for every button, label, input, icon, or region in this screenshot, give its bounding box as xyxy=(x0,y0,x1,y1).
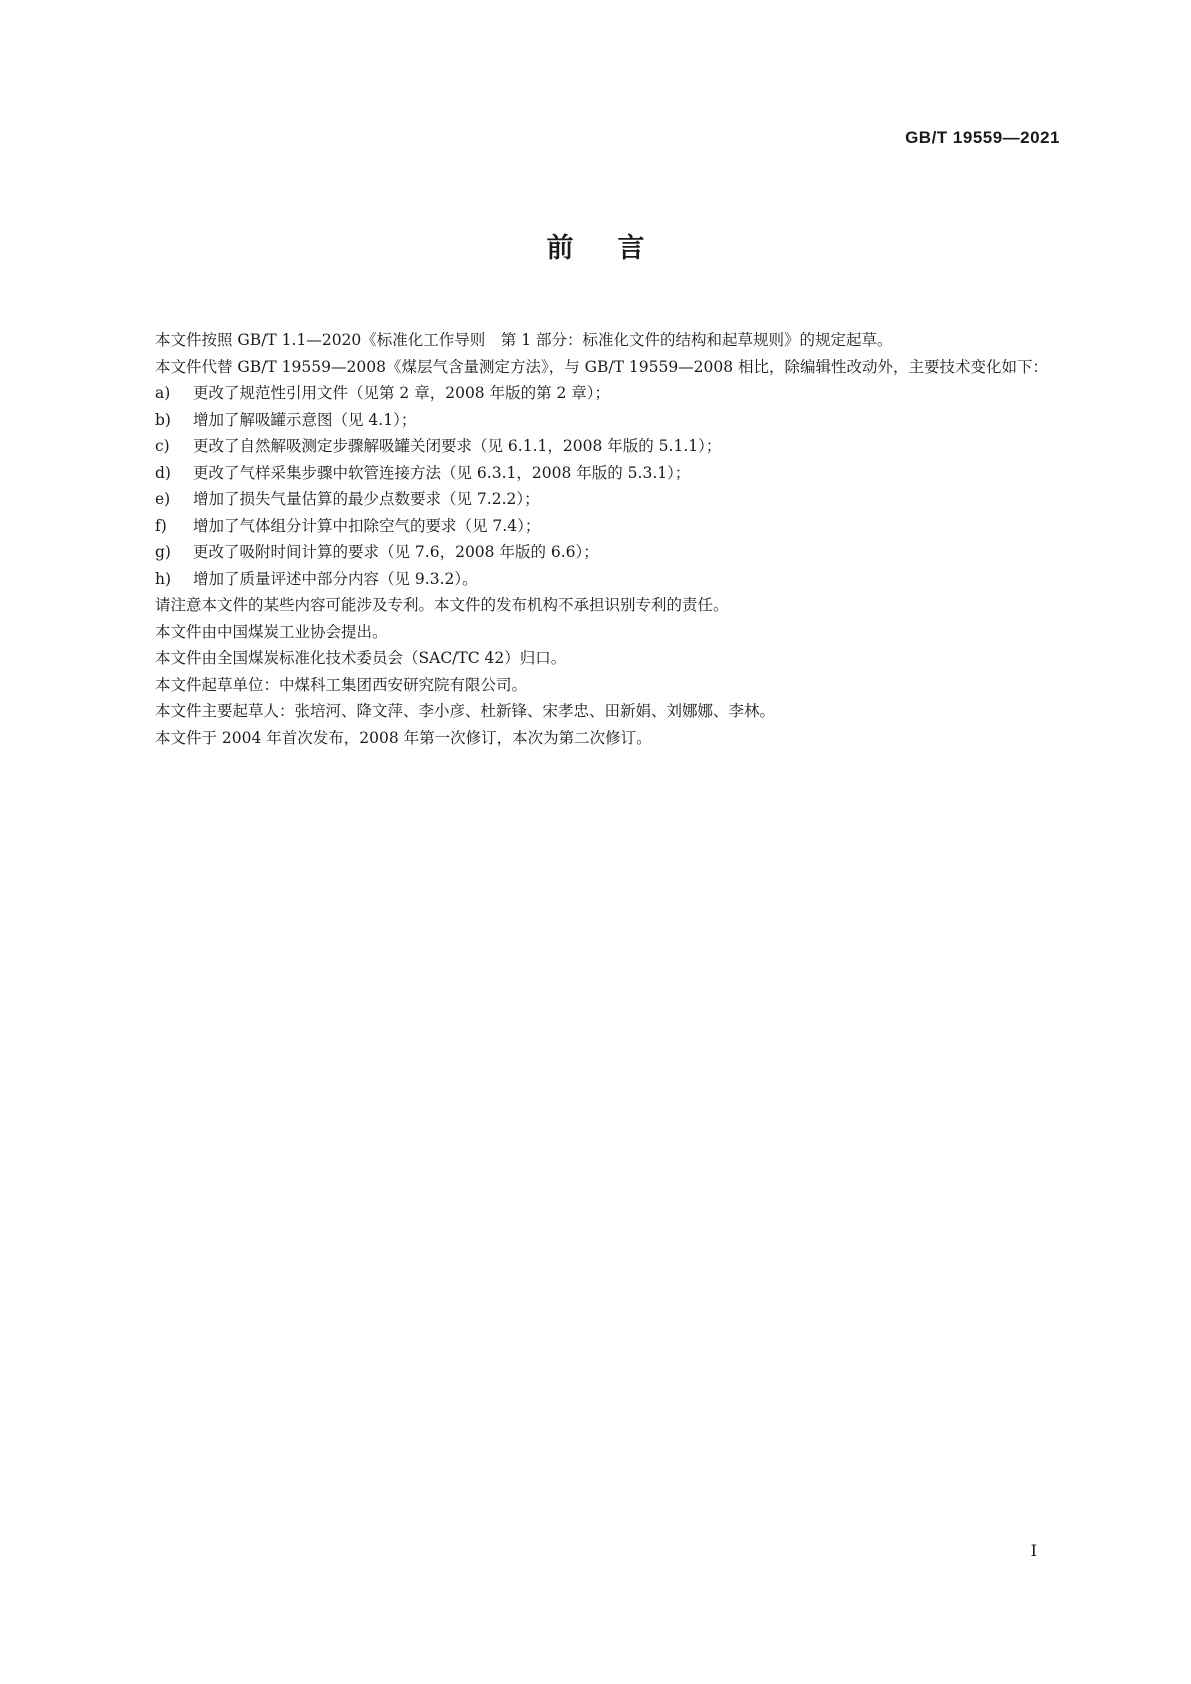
committee-statement: 本文件由全国煤炭标准化技术委员会（SAC/TC 42）归口。 xyxy=(155,649,567,667)
intro-paragraph-2: 本文件代替 GB/T 19559—2008《煤层气含量测定方法》，与 GB/T 19559—2008 相比，除编辑性改动外，主要技术变化如下： xyxy=(155,357,1049,376)
list-marker: b) xyxy=(155,410,171,429)
page-number: I xyxy=(1030,1541,1037,1560)
list-marker: h) xyxy=(155,569,172,588)
list-item-text: 增加了解吸罐示意图（见 4.1）； xyxy=(193,410,417,429)
list-marker: f) xyxy=(155,516,167,535)
drafters-list: 本文件主要起草人：张培河、降文萍、李小彦、杜新锋、宋孝忠、田新娟、刘娜娜、李林。 xyxy=(155,702,776,720)
list-marker: c) xyxy=(155,437,170,455)
page-title: 前言 xyxy=(546,233,689,264)
list-item-text: 更改了气样采集步骤中软管连接方法（见 6.3.1，2008 年版的 5.3.1）； xyxy=(193,463,691,482)
list-item-text: 增加了气体组分计算中扣除空气的要求（见 7.4）； xyxy=(193,516,541,535)
patent-notice: 请注意本文件的某些内容可能涉及专利。本文件的发布机构不承担识别专利的责任。 xyxy=(155,596,729,614)
proposer-statement: 本文件由中国煤炭工业协会提出。 xyxy=(155,622,388,641)
list-marker: e) xyxy=(155,490,171,508)
list-item xyxy=(124,513,1060,540)
list-item xyxy=(124,539,1060,566)
list-marker: d) xyxy=(155,463,171,482)
drafting-organization: 本文件起草单位：中煤科工集团西安研究院有限公司。 xyxy=(155,675,528,694)
list-item xyxy=(124,460,1060,487)
list-item xyxy=(124,380,1060,407)
list-item-text: 更改了规范性引用文件（见第 2 章，2008 年版的第 2 章）； xyxy=(193,384,611,402)
list-item-text: 增加了损失气量估算的最少点数要求（见 7.2.2）； xyxy=(193,490,540,508)
list-item-text: 更改了自然解吸测定步骤解吸罐关闭要求（见 6.1.1，2008 年版的 5.1.1）； xyxy=(193,437,722,455)
intro-paragraph-1: 本文件按照 GB/T 1.1—2020《标准化工作导则 第 1 部分：标准化文件的结构和起草规则》的规定起草。 xyxy=(155,331,893,349)
standard-code-header: GB/T 19559—2021 xyxy=(905,128,1060,147)
changes-list xyxy=(124,380,1060,592)
list-item xyxy=(124,566,1060,593)
list-item xyxy=(124,433,1060,460)
list-item-text: 增加了质量评述中部分内容（见 9.3.2）。 xyxy=(193,569,478,588)
list-item xyxy=(124,407,1060,434)
revision-history: 本文件于 2004 年首次发布，2008 年第一次修订，本次为第二次修订。 xyxy=(155,728,652,747)
list-item xyxy=(124,486,1060,513)
list-marker: a) xyxy=(155,384,171,402)
list-item-text: 更改了吸附时间计算的要求（见 7.6，2008 年版的 6.6）； xyxy=(193,543,599,561)
list-marker: g) xyxy=(155,543,171,561)
foreword-body xyxy=(124,327,1060,751)
